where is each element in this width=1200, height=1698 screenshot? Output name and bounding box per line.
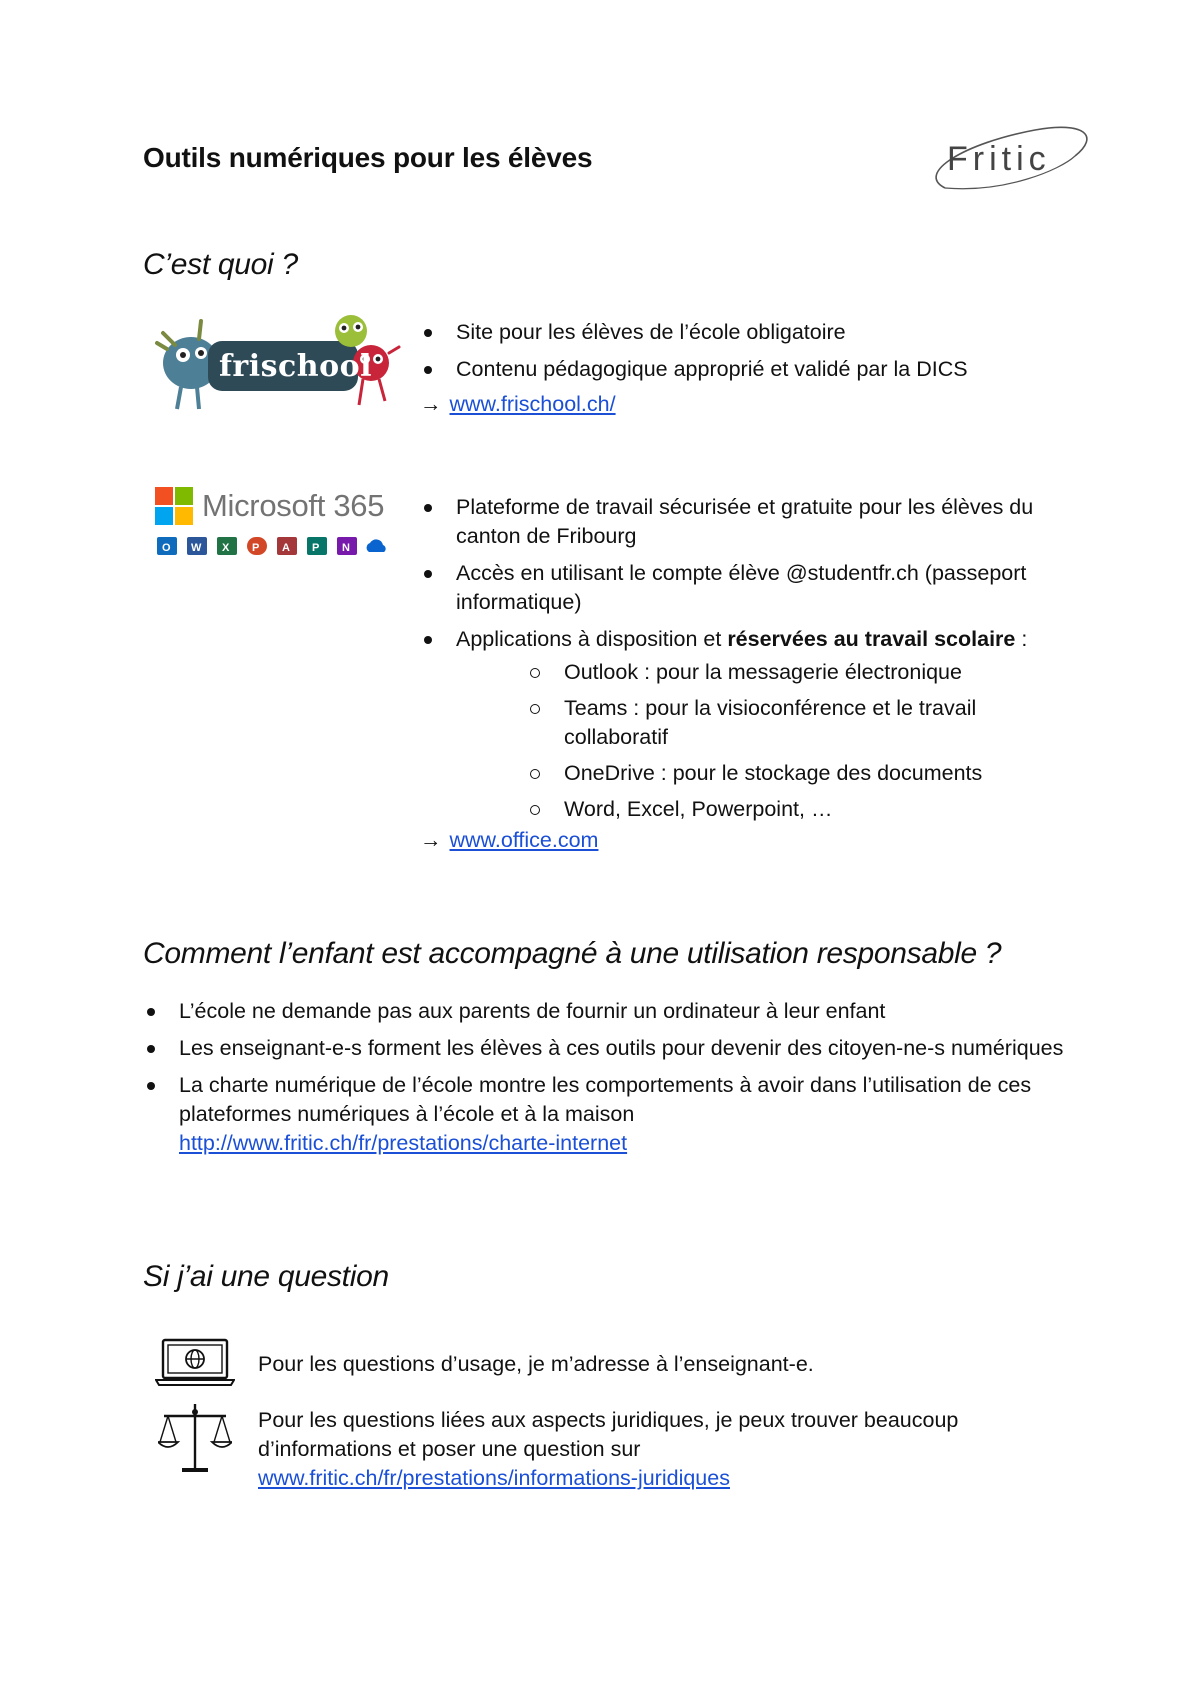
sub-list-item: Outlook : pour la messagerie électronique — [528, 658, 1070, 687]
arrow-right-icon: → — [420, 392, 442, 416]
section-heading-responsible: Comment l’enfant est accompagné à une utilisation responsable ? — [143, 937, 1002, 970]
svg-text:O: O — [162, 542, 171, 554]
list-item: Les enseignant-e-s forment les élèves à ces outils pour devenir des citoyen-ne-s numériques — [143, 1034, 1073, 1063]
microsoft-info — [420, 493, 1070, 855]
frischool-bullet-list — [420, 318, 1070, 384]
page-title: Outils numériques pour les élèves — [143, 142, 593, 173]
section-heading-question: Si j’ai une question — [143, 1260, 389, 1293]
responsible-bullet-list — [143, 997, 1073, 1158]
svg-text:W: W — [191, 542, 202, 554]
apps-text-start: Applications à disposition et — [456, 627, 728, 651]
apps-text-bold: réservées au travail scolaire — [727, 627, 1016, 651]
frischool-link[interactable]: www.frischool.ch/ — [449, 392, 616, 416]
microsoft-365-logo-text: Microsoft 365 — [202, 488, 385, 523]
charter-link[interactable]: http://www.fritic.ch/fr/prestations/charte-internet — [179, 1131, 628, 1155]
list-item — [420, 625, 1070, 824]
sub-list-item: Teams : pour la visioconférence et le travail collaboratif — [528, 694, 1070, 752]
microsoft-logo-icon — [155, 487, 195, 527]
apps-sub-list — [456, 658, 1070, 824]
office-app-icons — [155, 535, 400, 557]
fritic-logo-text: Fritic — [947, 140, 1051, 178]
list-item: Accès en utilisant le compte élève @studentfr.ch (passeport informatique) — [420, 559, 1070, 617]
svg-text:N: N — [342, 542, 350, 554]
frischool-link-line — [420, 390, 1070, 419]
list-item: Plateforme de travail sécurisée et gratuite pour les élèves du canton de Fribourg — [420, 493, 1070, 551]
responsible-info — [143, 997, 1073, 1166]
fritic-logo — [925, 118, 1095, 200]
office-apps-icon-strip — [155, 535, 400, 557]
office-link[interactable]: www.office.com — [449, 828, 599, 852]
list-item: Site pour les élèves de l’école obligatoire — [420, 318, 1070, 347]
list-item: L’école ne demande pas aux parents de fournir un ordinateur à leur enfant — [143, 997, 1073, 1026]
arrow-right-icon: → — [420, 828, 442, 852]
list-item — [143, 1071, 1073, 1158]
laptop-globe-icon — [155, 1338, 235, 1388]
svg-text:P: P — [252, 542, 260, 554]
svg-text:P: P — [312, 542, 320, 554]
list-item: Contenu pédagogique approprié et validé par la DICS — [420, 355, 1070, 384]
legal-question-text: Pour les questions liées aux aspects juridiques, je peux trouver beaucoup d’informations et poser une question sur — [258, 1408, 959, 1461]
apps-text-end: : — [1015, 627, 1028, 651]
microsoft-bullet-list — [420, 493, 1070, 824]
legal-question-block — [258, 1406, 1018, 1493]
charter-text: La charte numérique de l’école montre les comportements à avoir dans l’utilisation de ces plateformes numériques à l’école et à la maison — [179, 1073, 1032, 1126]
legal-info-link[interactable]: www.fritic.ch/fr/prestations/informations-juridiques — [258, 1466, 730, 1490]
svg-text:X: X — [222, 542, 230, 554]
section-heading-what: C’est quoi ? — [143, 248, 298, 281]
scales-of-justice-icon — [158, 1402, 232, 1476]
microsoft-365-logo — [155, 487, 400, 557]
usage-question-text: Pour les questions d’usage, je m’adresse à l’enseignant-e. — [258, 1352, 814, 1376]
sub-list-item: OneDrive : pour le stockage des documents — [528, 759, 1070, 788]
office-link-line — [420, 826, 1070, 855]
frischool-logo-text: frischool — [219, 349, 372, 384]
frischool-info — [420, 318, 1070, 419]
frischool-logo — [153, 313, 403, 415]
svg-text:A: A — [282, 542, 290, 554]
sub-list-item: Word, Excel, Powerpoint, … — [528, 795, 1070, 824]
